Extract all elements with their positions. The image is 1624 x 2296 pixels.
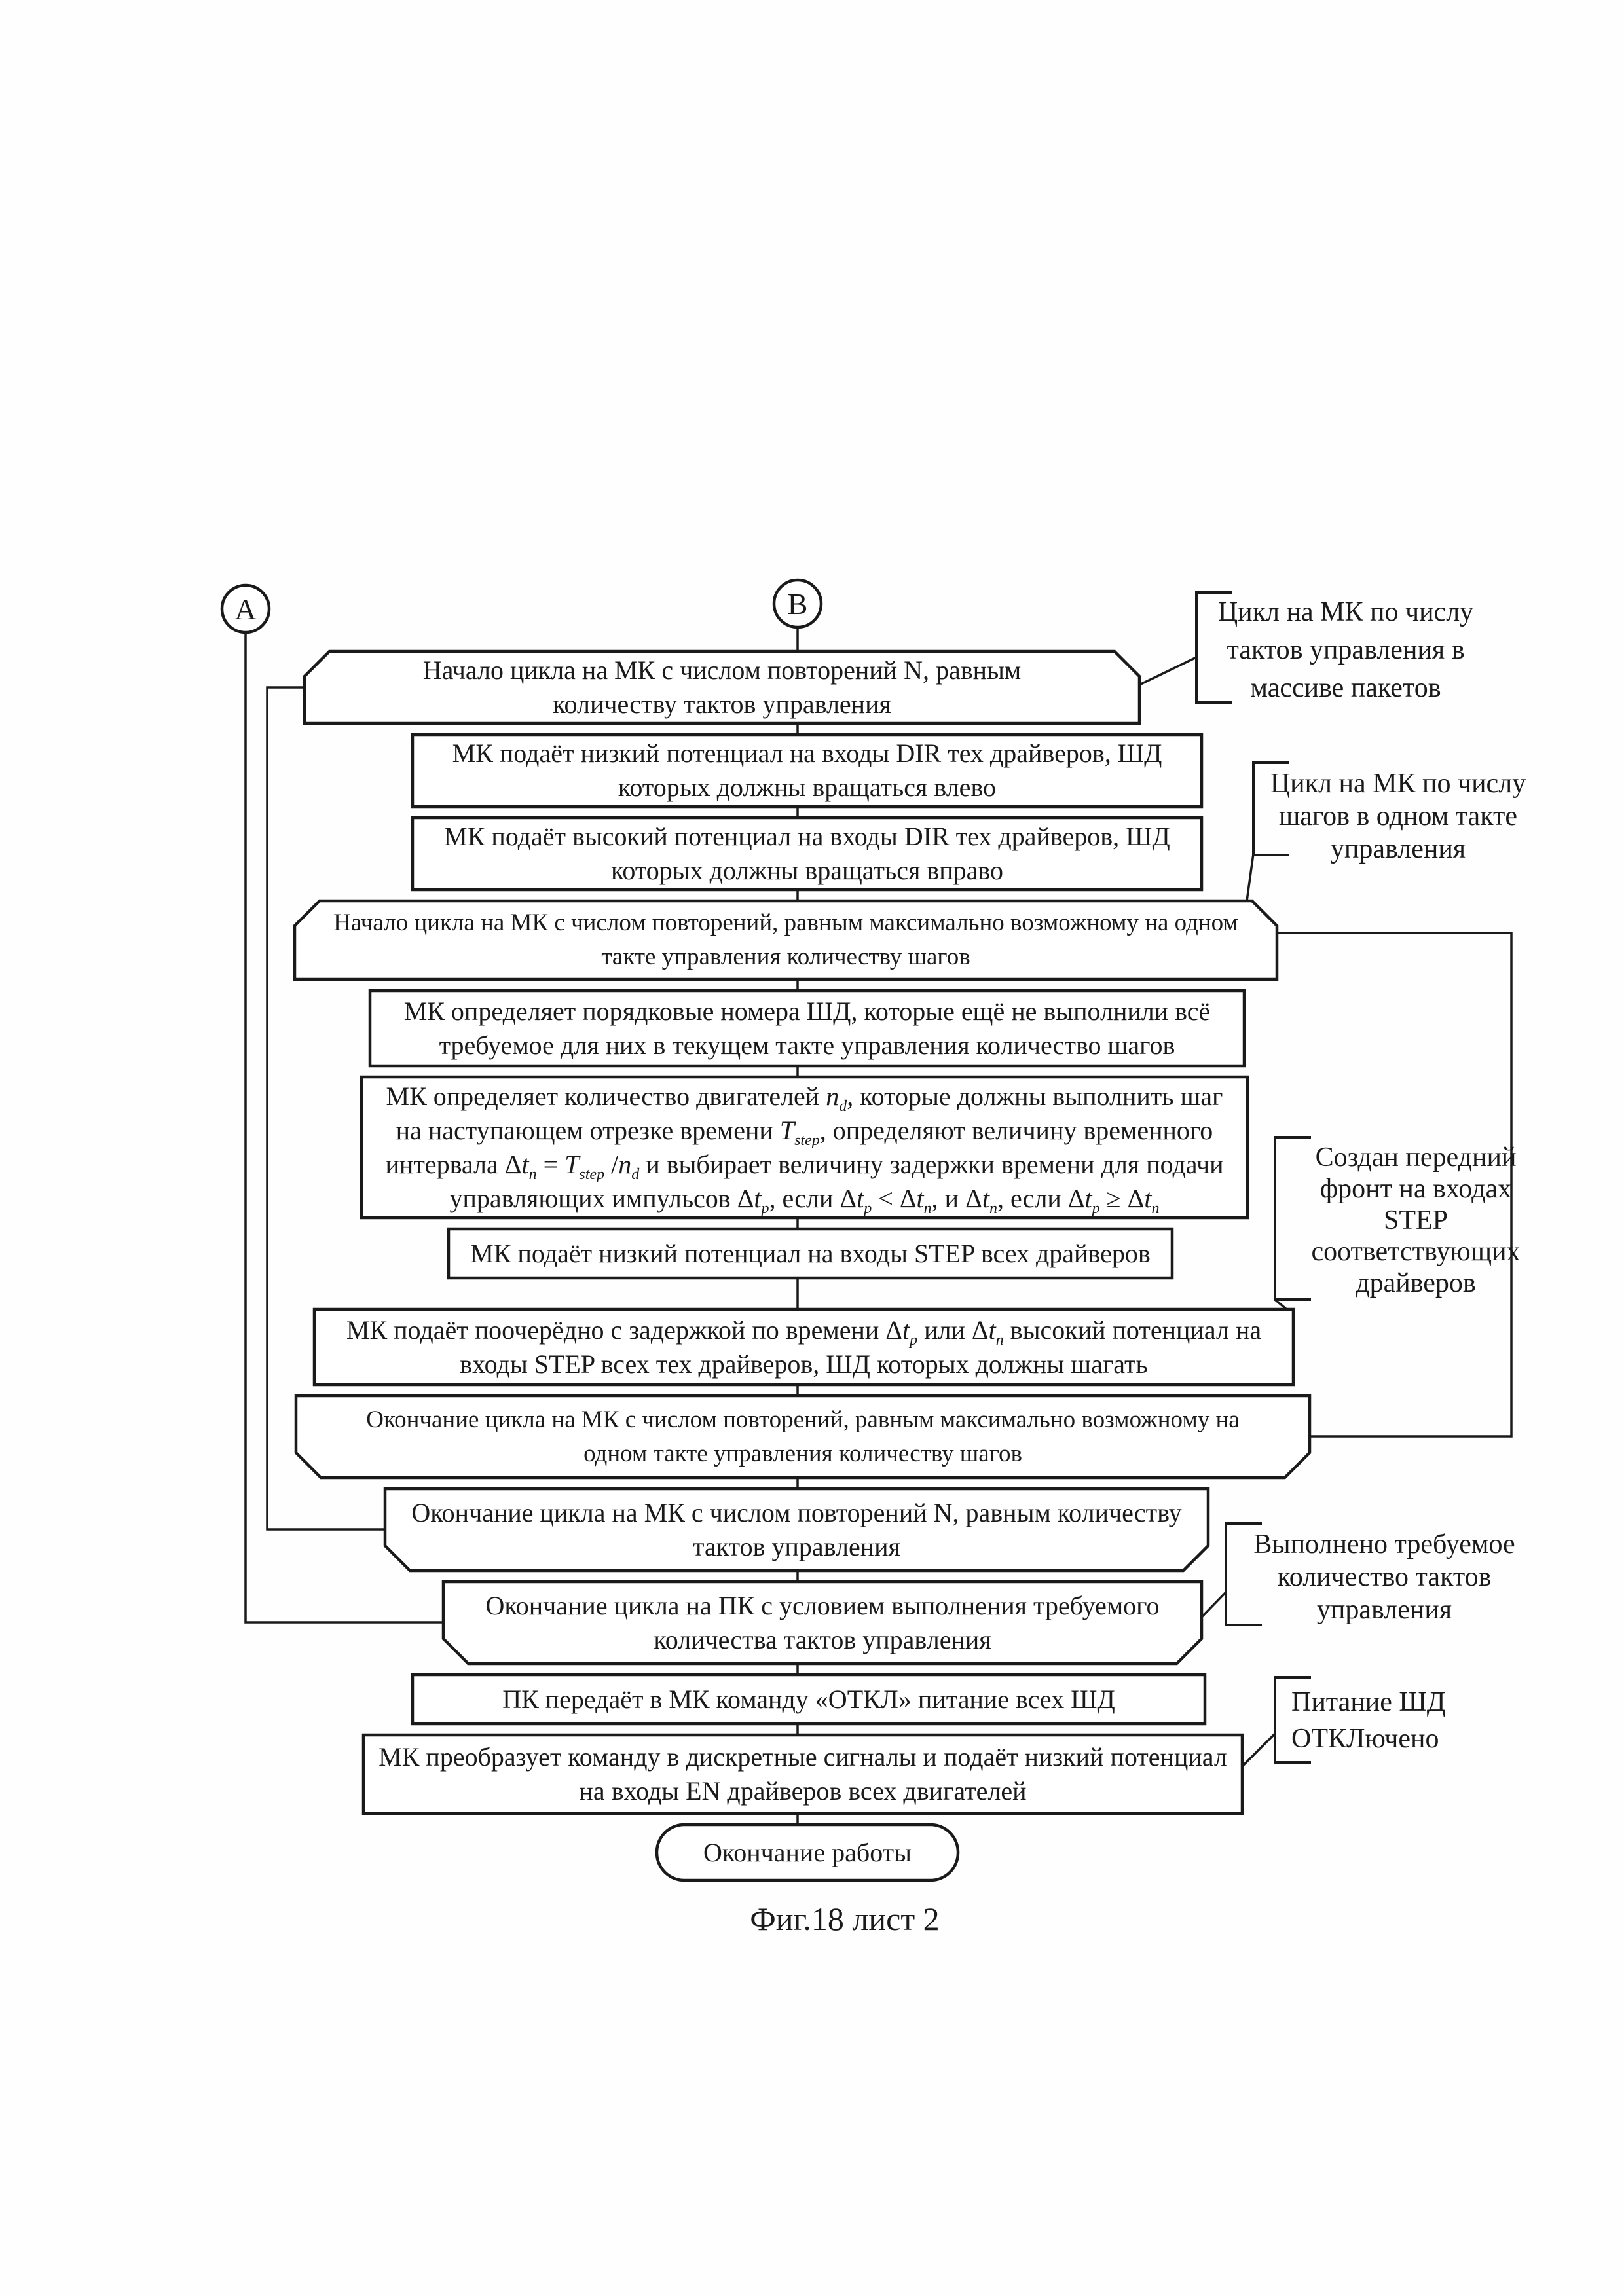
annotation-5-leader-line: [1242, 1734, 1275, 1766]
box-loop-begin-n: [304, 651, 1139, 723]
box-loop-begin-steps: [295, 901, 1277, 979]
text-line: ПК передаёт в МК команду «ОТКЛ» питание всех ШД: [502, 1684, 1115, 1714]
annotation-power-off: [1291, 1684, 1527, 1757]
annotation-4-leader-line: [1202, 1592, 1226, 1617]
text-line: Начало цикла на МК с числом повторений N, равным: [422, 655, 1022, 685]
text-line: управления: [1316, 1595, 1452, 1625]
box-step-high: [314, 1309, 1293, 1385]
text-line: МК определяет порядковые номера ШД, которые ещё не выполнили всё: [403, 996, 1211, 1026]
text-line: которых должны вращаться вправо: [610, 856, 1004, 885]
text-line: массиве пакетов: [1250, 673, 1441, 703]
text-line: Выполнено требуемое: [1253, 1529, 1515, 1559]
text-line: количеству тактов управления: [553, 689, 891, 719]
text-line: требуемое для них в текущем такте управления количество шагов: [439, 1030, 1175, 1060]
text-line: управления: [1330, 834, 1466, 864]
text-line: МК подаёт низкий потенциал на входы DIR тех драйверов, ШД: [452, 738, 1162, 768]
text-line: Питание ШД: [1291, 1687, 1446, 1717]
text-line: Цикл на МК по числу: [1270, 769, 1526, 799]
connector-a-label: А: [234, 592, 257, 626]
text-line: которых должны вращаться влево: [618, 773, 997, 802]
text-line: МК подаёт высокий потенциал на входы DIR тех драйверов, ШД: [444, 822, 1170, 851]
text-line: количество тактов: [1277, 1562, 1492, 1592]
annotation-2-leader-line: [1247, 854, 1253, 901]
connector-b-label: В: [787, 587, 808, 621]
text-line: МК подаёт поочерёдно с задержкой по времени $\Delta t_p$ или $\Delta t_n$ высокий потенциал на: [346, 1315, 1262, 1349]
box-loop-end-n: [385, 1489, 1208, 1571]
box-compute-intervals: [361, 1077, 1247, 1218]
text-line: МК преобразует команду в дискретные сигналы и подаёт низкий потенциал: [378, 1742, 1227, 1772]
text-line: Окончание цикла на ПК с условием выполнения требуемого: [485, 1590, 1160, 1620]
annotation-1-leader-line: [1139, 657, 1196, 685]
text-line: Создан передний: [1315, 1142, 1517, 1173]
text-line: тактов управления в: [1227, 635, 1465, 665]
text-line: драйверов: [1356, 1268, 1476, 1298]
text-line: количества тактов управления: [654, 1624, 991, 1654]
box-loop-end-steps: [296, 1396, 1310, 1478]
text-line: на наступающем отрезке времени $T_{step}$, определяют величину временного: [396, 1115, 1213, 1149]
text-line: МК подаёт низкий потенциал на входы STEP всех драйверов: [470, 1238, 1151, 1268]
annotation-cycles-done: [1236, 1528, 1532, 1626]
box-dir-low: [413, 735, 1202, 807]
box-step-low: [449, 1229, 1172, 1278]
box-dir-high: [413, 818, 1202, 890]
text-line: шагов в одном такте: [1278, 801, 1518, 831]
text-line: тактов управления: [693, 1531, 900, 1561]
box-pk-otkl: [413, 1675, 1205, 1724]
text-line: STEP: [1383, 1205, 1449, 1235]
text-line: фронт на входах: [1320, 1174, 1512, 1204]
text-line: интервала $\Delta t_n = T_{step}$ $/n_d$ и выбирает величину задержки времени для подачи: [385, 1149, 1224, 1183]
text-line: такте управления количеству шагов: [601, 943, 970, 970]
text-line: ОТКЛючено: [1291, 1724, 1439, 1754]
box-en-low: [363, 1735, 1242, 1813]
text-line: МК определяет количество двигателей $n_d$, которые должны выполнить шаг: [386, 1081, 1223, 1115]
text-line: входы STEP всех тех драйверов, ШД которых должны шагать: [460, 1349, 1148, 1379]
terminator-end: [657, 1825, 958, 1880]
box-order-numbers: [370, 991, 1244, 1066]
text-line: управляющих импульсов $\Delta t_p$, если $\Delta t_p < \Delta t_n$, и $\Delta t_n$, если $\Delta t_p \ge \Delta t_n$: [449, 1183, 1160, 1217]
text-line: Цикл на МК по числу: [1217, 597, 1474, 627]
box-loop-end-pk: [443, 1582, 1202, 1664]
annotation-step-front: [1285, 1142, 1547, 1299]
annotation-loop-steps: [1264, 767, 1532, 866]
text-line: соответствующих: [1311, 1237, 1521, 1267]
figure-caption: Фиг.18 лист 2: [750, 1901, 940, 1937]
text-line: на входы EN драйверов всех двигателей: [579, 1776, 1027, 1806]
text-line: Окончание работы: [703, 1837, 912, 1867]
annotation-loop-packets: [1208, 593, 1483, 707]
text-line: одном такте управления количеству шагов: [583, 1440, 1022, 1467]
text-line: Окончание цикла на МК с числом повторений N, равным количеству: [411, 1497, 1182, 1527]
text-line: Окончание цикла на МК с числом повторений, равным максимально возможному на: [366, 1406, 1240, 1433]
text-line: Начало цикла на МК с числом повторений, равным максимально возможному на одном: [333, 909, 1238, 936]
